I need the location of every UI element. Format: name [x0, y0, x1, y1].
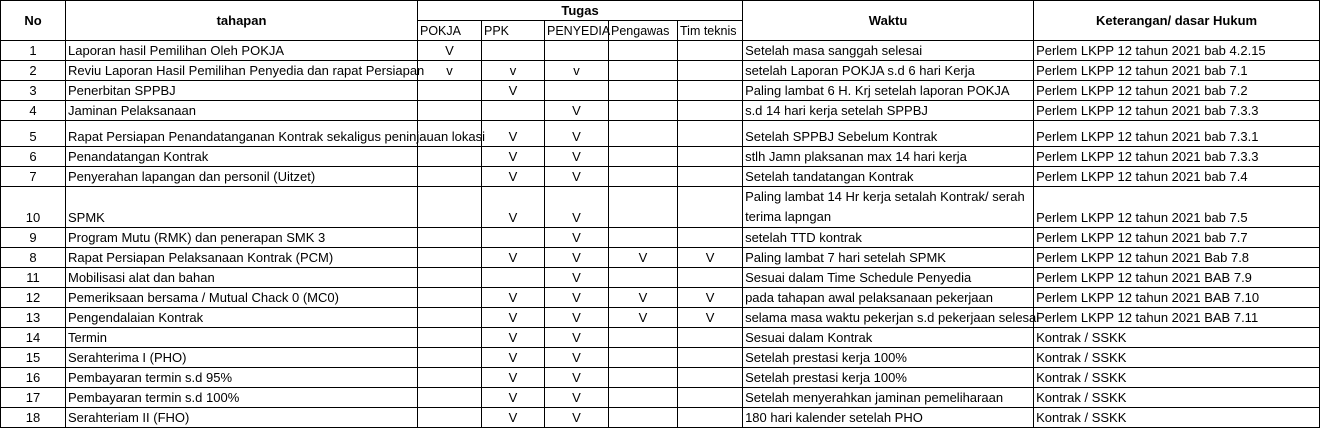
cell-tim-teknis: [678, 408, 743, 428]
cell-ppk: V: [482, 328, 545, 348]
cell-pengawas: [609, 167, 678, 187]
cell-keterangan: Perlem LKPP 12 tahun 2021 bab 7.7: [1034, 228, 1320, 248]
cell-ppk: V: [482, 388, 545, 408]
cell-pengawas: [609, 101, 678, 121]
header-no: No: [1, 1, 66, 41]
cell-ppk: V: [482, 187, 545, 228]
cell-waktu: Setelah prestasi kerja 100%: [743, 368, 1034, 388]
cell-tim-teknis: [678, 41, 743, 61]
table-row: [1, 348, 1320, 368]
cell-no: 2: [1, 61, 66, 81]
cell-tahapan: Jaminan Pelaksanaan: [66, 101, 418, 121]
cell-pokja: [418, 147, 482, 167]
cell-pokja: v: [418, 61, 482, 81]
cell-waktu: Setelah masa sanggah selesai: [743, 41, 1034, 61]
cell-tim-teknis: V: [678, 288, 743, 308]
cell-pokja: [418, 187, 482, 228]
cell-ppk: V: [482, 308, 545, 328]
cell-pengawas: [609, 348, 678, 368]
cell-waktu: Paling lambat 7 hari setelah SPMK: [743, 248, 1034, 268]
cell-keterangan: Perlem LKPP 12 tahun 2021 BAB 7.11: [1034, 308, 1320, 328]
table-row: [1, 101, 1320, 121]
cell-penyedia: V: [545, 388, 609, 408]
cell-tahapan: Pembayaran termin s.d 95%: [66, 368, 418, 388]
cell-waktu: Setelah prestasi kerja 100%: [743, 348, 1034, 368]
cell-pokja: [418, 81, 482, 101]
cell-keterangan: Perlem LKPP 12 tahun 2021 bab 7.3.1: [1034, 121, 1320, 147]
cell-pengawas: [609, 268, 678, 288]
header-pengawas: Pengawas: [609, 21, 678, 41]
cell-pengawas: [609, 121, 678, 147]
cell-penyedia: v: [545, 61, 609, 81]
cell-pengawas: V: [609, 308, 678, 328]
cell-ppk: V: [482, 121, 545, 147]
cell-penyedia: V: [545, 147, 609, 167]
cell-pengawas: [609, 61, 678, 81]
cell-penyedia: V: [545, 348, 609, 368]
header-pokja: POKJA: [418, 21, 482, 41]
cell-pengawas: [609, 328, 678, 348]
cell-pengawas: [609, 147, 678, 167]
cell-tahapan: SPMK: [66, 187, 418, 228]
cell-penyedia: V: [545, 288, 609, 308]
cell-tim-teknis: [678, 121, 743, 147]
table-row: [1, 167, 1320, 187]
cell-no: 8: [1, 248, 66, 268]
cell-tim-teknis: [678, 328, 743, 348]
cell-waktu: Paling lambat 14 Hr kerja setalah Kontrak/ serah terima lapngan: [743, 187, 1034, 228]
cell-no: 12: [1, 288, 66, 308]
cell-tahapan: Rapat Persiapan Penandatanganan Kontrak sekaligus peninjauan lokasi: [66, 121, 418, 147]
cell-ppk: [482, 228, 545, 248]
cell-pengawas: [609, 368, 678, 388]
cell-penyedia: V: [545, 187, 609, 228]
cell-pokja: [418, 167, 482, 187]
cell-no: 7: [1, 167, 66, 187]
cell-ppk: [482, 101, 545, 121]
cell-keterangan: Kontrak / SSKK: [1034, 388, 1320, 408]
cell-pokja: [418, 248, 482, 268]
cell-no: 9: [1, 228, 66, 248]
cell-no: 3: [1, 81, 66, 101]
cell-keterangan: Perlem LKPP 12 tahun 2021 Bab 7.8: [1034, 248, 1320, 268]
header-tahapan: tahapan: [66, 1, 418, 41]
cell-tahapan: Rapat Persiapan Pelaksanaan Kontrak (PCM): [66, 248, 418, 268]
cell-tahapan: Serahterima I (PHO): [66, 348, 418, 368]
cell-tim-teknis: [678, 388, 743, 408]
cell-keterangan: Perlem LKPP 12 tahun 2021 bab 7.2: [1034, 81, 1320, 101]
cell-ppk: V: [482, 81, 545, 101]
header-waktu: Waktu: [743, 1, 1034, 41]
cell-keterangan: Perlem LKPP 12 tahun 2021 bab 4.2.15: [1034, 41, 1320, 61]
cell-no: 18: [1, 408, 66, 428]
table-row: [1, 388, 1320, 408]
cell-keterangan: Perlem LKPP 12 tahun 2021 bab 7.3.3: [1034, 147, 1320, 167]
cell-pokja: [418, 368, 482, 388]
cell-tahapan: Termin: [66, 328, 418, 348]
cell-ppk: V: [482, 408, 545, 428]
table-row: [1, 121, 1320, 147]
cell-tim-teknis: [678, 228, 743, 248]
cell-tim-teknis: [678, 167, 743, 187]
cell-tim-teknis: [678, 368, 743, 388]
table-row: [1, 288, 1320, 308]
cell-ppk: v: [482, 61, 545, 81]
cell-tim-teknis: V: [678, 308, 743, 328]
cell-pengawas: [609, 41, 678, 61]
cell-no: 15: [1, 348, 66, 368]
cell-no: 6: [1, 147, 66, 167]
cell-tahapan: Pembayaran termin s.d 100%: [66, 388, 418, 408]
cell-tahapan: Penerbitan SPPBJ: [66, 81, 418, 101]
cell-ppk: V: [482, 167, 545, 187]
cell-waktu: Setelah menyerahkan jaminan pemeliharaan: [743, 388, 1034, 408]
cell-keterangan: Perlem LKPP 12 tahun 2021 BAB 7.10: [1034, 288, 1320, 308]
cell-tim-teknis: [678, 187, 743, 228]
cell-pokja: [418, 348, 482, 368]
cell-tim-teknis: [678, 147, 743, 167]
cell-pokja: [418, 408, 482, 428]
cell-no: 1: [1, 41, 66, 61]
cell-penyedia: V: [545, 408, 609, 428]
cell-pokja: [418, 388, 482, 408]
cell-tahapan: Program Mutu (RMK) dan penerapan SMK 3: [66, 228, 418, 248]
cell-no: 14: [1, 328, 66, 348]
cell-pokja: V: [418, 41, 482, 61]
cell-tahapan: Pengendalaian Kontrak: [66, 308, 418, 328]
cell-waktu: Paling lambat 6 H. Krj setelah laporan POKJA: [743, 81, 1034, 101]
cell-keterangan: Perlem LKPP 12 tahun 2021 bab 7.1: [1034, 61, 1320, 81]
header-keterangan: Keterangan/ dasar Hukum: [1034, 1, 1320, 41]
cell-keterangan: Kontrak / SSKK: [1034, 328, 1320, 348]
header-penyedia: PENYEDIA: [545, 21, 609, 41]
cell-no: 16: [1, 368, 66, 388]
cell-tim-teknis: [678, 61, 743, 81]
cell-pokja: [418, 288, 482, 308]
header-tugas: Tugas: [418, 1, 743, 21]
cell-waktu: Setelah SPPBJ Sebelum Kontrak: [743, 121, 1034, 147]
cell-penyedia: [545, 41, 609, 61]
cell-pokja: [418, 328, 482, 348]
cell-penyedia: V: [545, 328, 609, 348]
cell-waktu: Sesuai dalam Time Schedule Penyedia: [743, 268, 1034, 288]
cell-no: 11: [1, 268, 66, 288]
cell-pengawas: [609, 388, 678, 408]
cell-no: 10: [1, 187, 66, 228]
cell-keterangan: Perlem LKPP 12 tahun 2021 BAB 7.9: [1034, 268, 1320, 288]
cell-ppk: [482, 41, 545, 61]
cell-waktu: Sesuai dalam Kontrak: [743, 328, 1034, 348]
cell-penyedia: V: [545, 167, 609, 187]
cell-pengawas: [609, 187, 678, 228]
cell-keterangan: Kontrak / SSKK: [1034, 408, 1320, 428]
table-row: [1, 187, 1320, 228]
cell-waktu: setelah TTD kontrak: [743, 228, 1034, 248]
cell-pengawas: [609, 228, 678, 248]
cell-keterangan: Perlem LKPP 12 tahun 2021 bab 7.3.3: [1034, 101, 1320, 121]
cell-pokja: [418, 101, 482, 121]
cell-pengawas: V: [609, 288, 678, 308]
cell-tim-teknis: [678, 101, 743, 121]
cell-ppk: [482, 268, 545, 288]
cell-waktu: setelah Laporan POKJA s.d 6 hari Kerja: [743, 61, 1034, 81]
table-row: [1, 308, 1320, 328]
cell-pengawas: [609, 81, 678, 101]
cell-waktu: s.d 14 hari kerja setelah SPPBJ: [743, 101, 1034, 121]
cell-pokja: [418, 228, 482, 248]
cell-tim-teknis: [678, 268, 743, 288]
cell-penyedia: V: [545, 308, 609, 328]
cell-pokja: [418, 308, 482, 328]
cell-tahapan: Laporan hasil Pemilihan Oleh POKJA: [66, 41, 418, 61]
cell-waktu: pada tahapan awal pelaksanaan pekerjaan: [743, 288, 1034, 308]
cell-tahapan: Penandatangan Kontrak: [66, 147, 418, 167]
cell-waktu: selama masa waktu pekerjan s.d pekerjaan selesai: [743, 308, 1034, 328]
table-row: [1, 61, 1320, 81]
cell-penyedia: [545, 81, 609, 101]
table-row: [1, 81, 1320, 101]
cell-waktu: Setelah tandatangan Kontrak: [743, 167, 1034, 187]
table-row: [1, 147, 1320, 167]
cell-penyedia: V: [545, 101, 609, 121]
cell-pokja: [418, 268, 482, 288]
cell-keterangan: Perlem LKPP 12 tahun 2021 bab 7.5: [1034, 187, 1320, 228]
table-row: [1, 268, 1320, 288]
table-row: [1, 368, 1320, 388]
cell-tim-teknis: V: [678, 248, 743, 268]
cell-keterangan: Kontrak / SSKK: [1034, 348, 1320, 368]
table-row: [1, 248, 1320, 268]
cell-pengawas: [609, 408, 678, 428]
cell-waktu: 180 hari kalender setelah PHO: [743, 408, 1034, 428]
cell-keterangan: Kontrak / SSKK: [1034, 368, 1320, 388]
cell-keterangan: Perlem LKPP 12 tahun 2021 bab 7.4: [1034, 167, 1320, 187]
cell-tim-teknis: [678, 348, 743, 368]
table-row: [1, 328, 1320, 348]
cell-penyedia: V: [545, 368, 609, 388]
cell-penyedia: V: [545, 121, 609, 147]
cell-waktu: stlh Jamn plaksanan max 14 hari kerja: [743, 147, 1034, 167]
cell-ppk: V: [482, 147, 545, 167]
cell-penyedia: V: [545, 248, 609, 268]
cell-tahapan: Penyerahan lapangan dan personil (Uitzet): [66, 167, 418, 187]
cell-ppk: V: [482, 368, 545, 388]
table-row: [1, 228, 1320, 248]
cell-tahapan: Mobilisasi alat dan bahan: [66, 268, 418, 288]
cell-pengawas: V: [609, 248, 678, 268]
cell-no: 17: [1, 388, 66, 408]
cell-no: 13: [1, 308, 66, 328]
header-tim-teknis: Tim teknis: [678, 21, 743, 41]
cell-ppk: V: [482, 348, 545, 368]
cell-tahapan: Serahteriam II (FHO): [66, 408, 418, 428]
cell-ppk: V: [482, 288, 545, 308]
cell-no: 5: [1, 121, 66, 147]
header-ppk: PPK: [482, 21, 545, 41]
cell-no: 4: [1, 101, 66, 121]
cell-penyedia: V: [545, 228, 609, 248]
table-row: [1, 408, 1320, 428]
table-row: [1, 41, 1320, 61]
cell-ppk: V: [482, 248, 545, 268]
cell-tahapan: Pemeriksaan bersama / Mutual Chack 0 (MC0): [66, 288, 418, 308]
cell-tim-teknis: [678, 81, 743, 101]
cell-tahapan: Reviu Laporan Hasil Pemilihan Penyedia dan rapat Persiapan: [66, 61, 418, 81]
cell-penyedia: V: [545, 268, 609, 288]
